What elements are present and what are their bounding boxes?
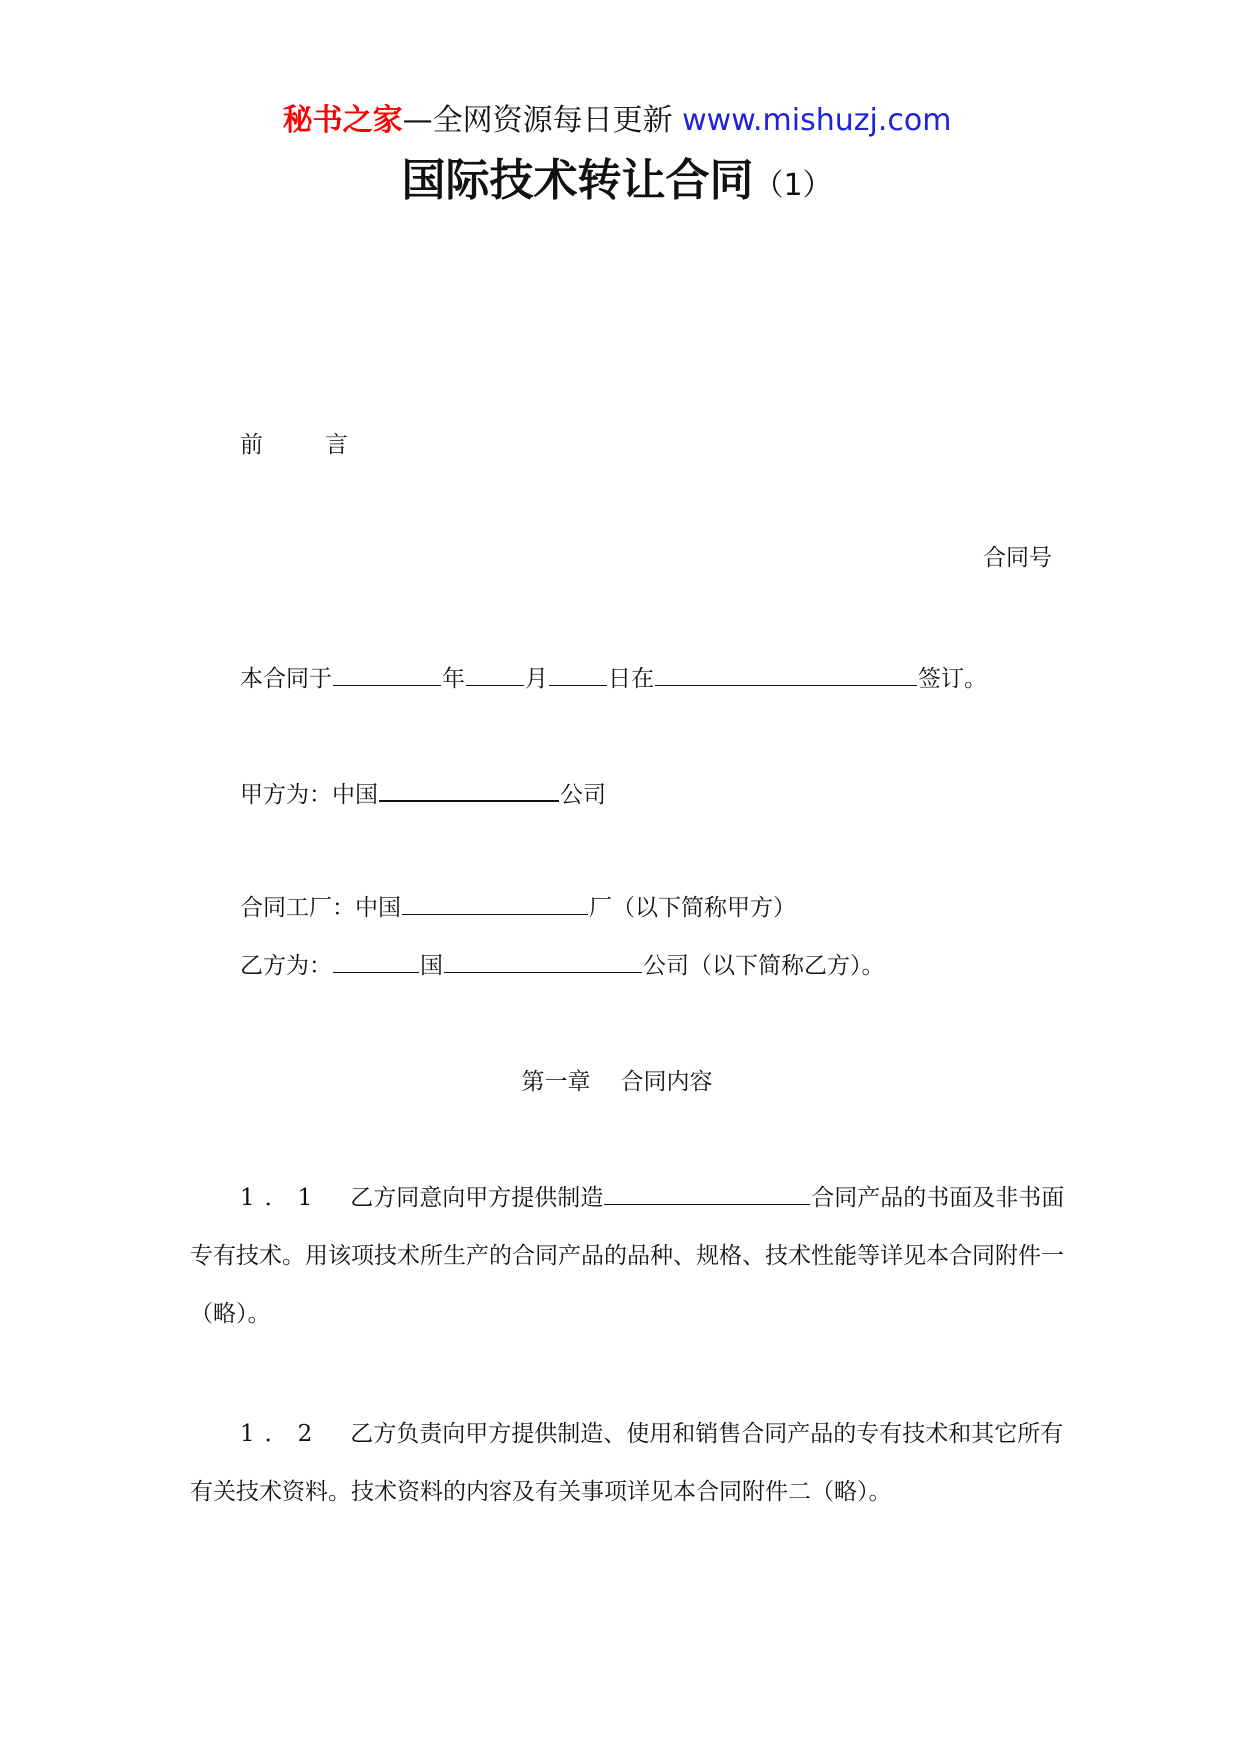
party-b-line <box>240 946 885 983</box>
chapter-name: 合同内容 <box>620 1069 713 1095</box>
clause-number: 1．1 <box>240 1185 323 1211</box>
blank-party-b-company <box>444 946 642 973</box>
site-banner <box>0 100 1234 142</box>
party-a-line <box>240 774 606 812</box>
clause-number: 1．2 <box>240 1421 323 1447</box>
blank-year <box>333 659 441 686</box>
party-a-suffix: 公司 <box>560 782 606 808</box>
banner-url-link[interactable]: www.mishuzj.com <box>682 103 952 138</box>
preface-heading <box>240 428 348 462</box>
signing-suffix: 签订。 <box>918 666 987 692</box>
clause-1-2 <box>190 1405 1070 1521</box>
blank-product-name <box>604 1178 810 1205</box>
signing-date-line <box>240 659 987 696</box>
signing-year: 年 <box>442 666 465 692</box>
party-a-prefix: 甲方为：中国 <box>240 782 378 808</box>
chapter-heading <box>0 1065 1234 1099</box>
preface-word-2: 言 <box>325 432 348 458</box>
clause-text-before: 乙方同意向甲方提供制造 <box>350 1185 604 1211</box>
factory-prefix: 合同工厂：中国 <box>240 895 401 921</box>
banner-brand: 秘书之家 <box>282 103 403 138</box>
blank-place <box>655 659 917 686</box>
blank-party-a-company <box>379 774 559 802</box>
preface-word-1: 前 <box>240 432 263 458</box>
banner-slogan: —全网资源每日更新 <box>402 103 673 138</box>
blank-party-b-country <box>333 946 419 973</box>
party-b-prefix: 乙方为： <box>240 953 332 979</box>
signing-day-at: 日在 <box>608 666 654 692</box>
factory-line <box>240 888 796 925</box>
document-title <box>0 152 1234 215</box>
title-main: 国际技术转让合同 <box>401 155 754 206</box>
clause-1-1 <box>190 1169 1070 1343</box>
signing-prefix: 本合同于 <box>240 666 332 692</box>
party-b-suffix: 公司（以下简称乙方）。 <box>643 953 885 979</box>
signing-month: 月 <box>525 666 548 692</box>
contract-number-label: 合同号 <box>983 545 1052 571</box>
blank-month <box>466 659 524 686</box>
clause-text: 乙方负责向甲方提供制造、使用和销售合同产品的专有技术和其它所有有关技术资料。技术资料的内容及有关事项详见本合同附件二（略）。 <box>190 1421 1064 1505</box>
blank-factory-name <box>402 888 588 915</box>
title-suffix: （1） <box>753 168 833 203</box>
factory-suffix: 厂（以下简称甲方） <box>589 895 796 921</box>
party-b-country: 国 <box>420 953 443 979</box>
blank-day <box>549 659 607 686</box>
chapter-number: 第一章 <box>521 1069 591 1095</box>
clause-text-after: 合同产品的书面及非书面专有技术。用该项技术所生产的合同产品的品种、规格、技术性能等详见本合同附件一（略）。 <box>190 1185 1065 1327</box>
